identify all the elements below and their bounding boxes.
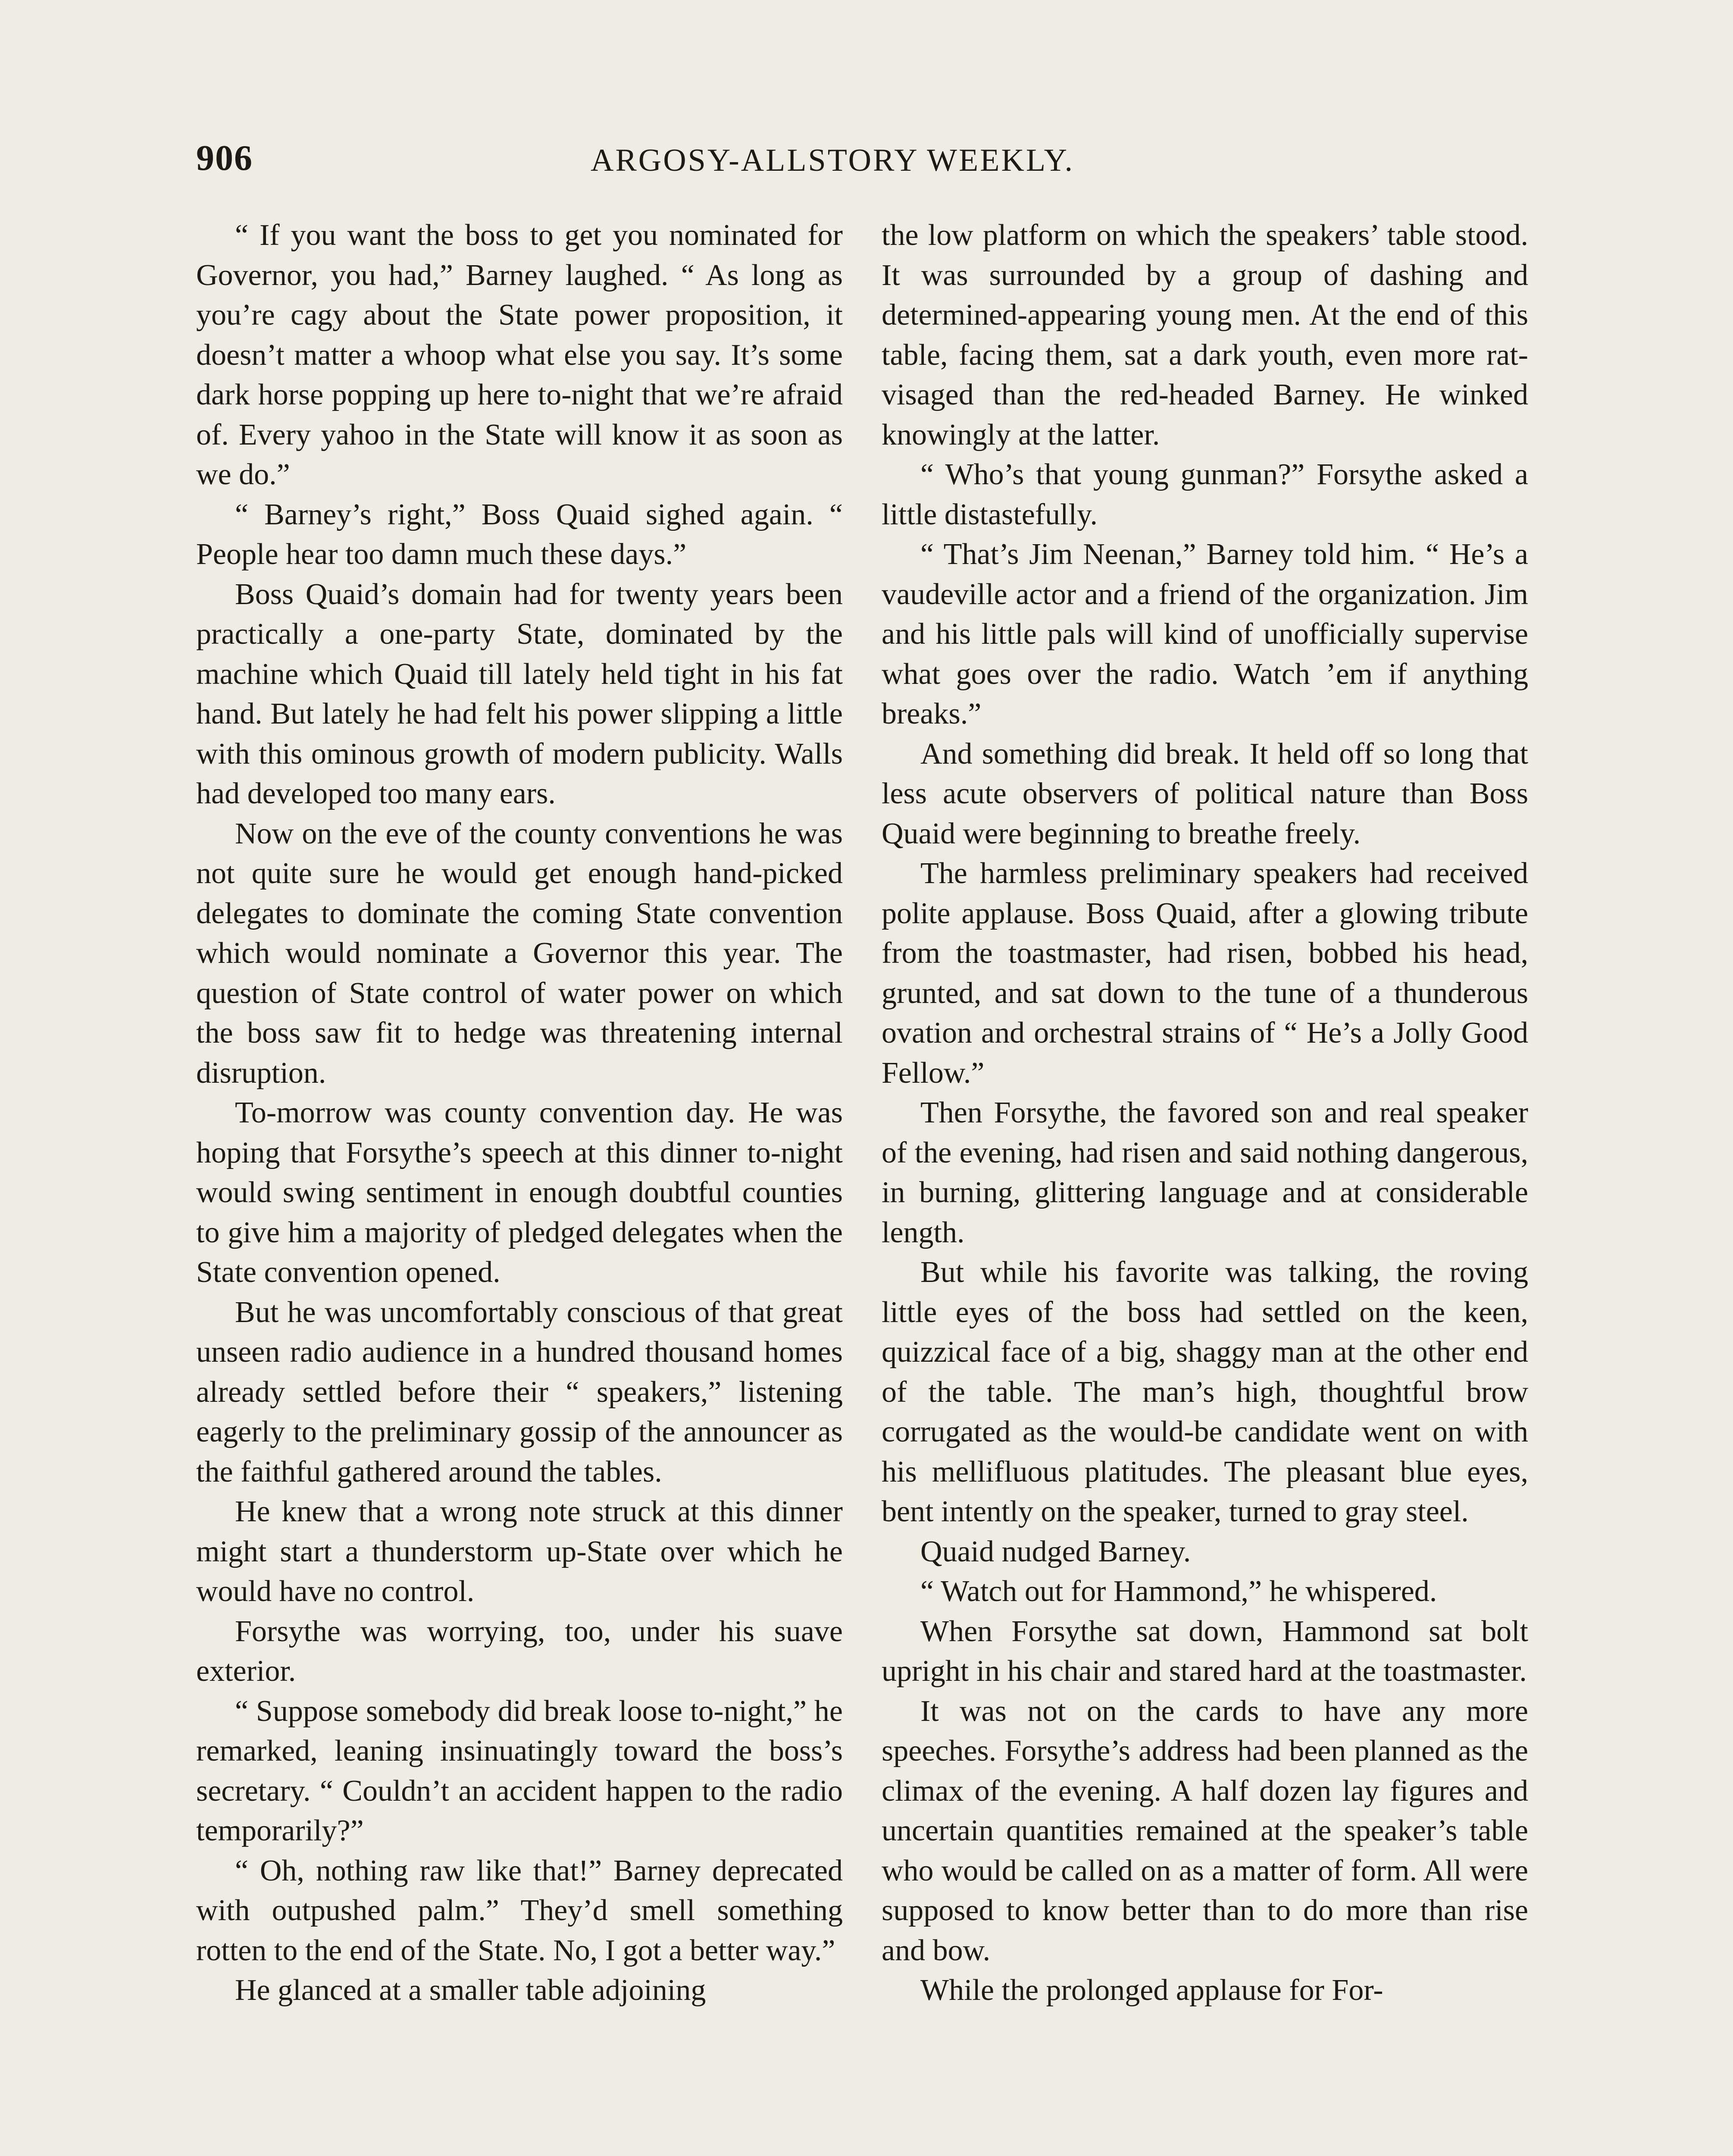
paragraph: “ Watch out for Hammond,” he whispered. — [920, 1575, 1437, 1608]
paragraph: Boss Quaid’s domain had for twenty years been practically a one-party State, dominated by the machine which Quaid till lately held tight in his fat hand. But lately he had felt his power slipping a little with this ominous growth of modern publicity. Walls had developed too many ears. — [196, 577, 843, 810]
paragraph: To-morrow was county convention day. He was hoping that Forsythe’s speech at this dinner to-night would swing sentiment in enough doubtful counties to give him a majority of pledged delegates when the State convention opened. — [196, 1096, 843, 1289]
paragraph: Now on the eve of the county conventions he was not quite sure he would get enough hand-picked delegates to dominate the coming State convention which would nominate a Governor this year. The question of State control of water power on which the boss saw fit to hedge was threatening internal disruption. — [196, 817, 843, 1090]
paragraph: But he was uncomfortably conscious of that great unseen radio audience in a hundred thousand homes already settled before their “ speakers,” listening eagerly to the preliminary gossip of the announcer as the faithful gathered around the tables. — [196, 1295, 843, 1489]
right-column — [882, 216, 1528, 2156]
paragraph: Quaid nudged Barney. — [920, 1535, 1191, 1568]
paragraph: “ Suppose somebody did break loose to-night,” he remarked, leaning insinuatingly toward the boss’s secretary. “ Couldn’t an accident happen to the radio temporarily?” — [196, 1694, 843, 1847]
paragraph: And something did break. It held off so long that less acute observers of political nature than Boss Quaid were beginning to breathe freely. — [882, 737, 1528, 850]
paragraph: He knew that a wrong note struck at this dinner might start a thunderstorm up-State over which he would have no control. — [196, 1495, 843, 1608]
paragraph: He glanced at a smaller table adjoining — [235, 1974, 706, 2007]
paragraph: It was not on the cards to have any more speeches. Forsythe’s address had been planned as the climax of the evening. A half dozen lay figures and uncertain quantities remained at the speaker’s table who would be called on as a matter of form. All were supposed to know better than to do more than rise and bow. — [882, 1694, 1528, 1967]
paragraph: “ Oh, nothing raw like that!” Barney deprecated with outpushed palm.” They’d smell something rotten to the end of the State. No, I got a better way.” — [196, 1854, 843, 1967]
paragraph: Forsythe was worrying, too, under his suave exterior. — [196, 1614, 843, 1688]
paragraph: But while his favorite was talking, the roving little eyes of the boss had settled on the keen, quizzical face of a big, shaggy man at the other end of the table. The man’s high, thoughtful brow corrugated as the would-be candidate went on with his mellifluous platitudes. The pleasant blue eyes, bent intently on the speaker, turned to gray steel. — [882, 1256, 1528, 1528]
paragraph: “ Who’s that young gunman?” Forsythe asked a little distastefully. — [882, 458, 1528, 531]
paragraph: “ Barney’s right,” Boss Quaid sighed again. “ People hear too damn much these days.” — [196, 498, 843, 571]
running-head: ARGOSY-ALLSTORY WEEKLY. — [591, 143, 1075, 178]
paragraph: “ If you want the boss to get you nominated for Governor, you had,” Barney laughed. “ As long as you’re cagy about the State power proposition, it doesn’t matter a whoop what else you say. It’s some dark horse popping up here to-night that we’re afraid of. Every yahoo in the State will know it as soon as we do.” — [196, 219, 843, 491]
paragraph: “ That’s Jim Neenan,” Barney told him. “ He’s a vaudeville actor and a friend of the organization. Jim and his little pals will kind of unofficially supervise what goes over the radio. Watch ’em if anything breaks.” — [882, 538, 1528, 730]
page-number: 906 — [196, 138, 253, 178]
left-column — [196, 216, 843, 2156]
paragraph: When Forsythe sat down, Hammond sat bolt upright in his chair and stared hard at the toastmaster. — [882, 1614, 1528, 1688]
paragraph: While the prolonged applause for For- — [920, 1974, 1383, 2007]
paragraph: Then Forsythe, the favored son and real speaker of the evening, had risen and said nothing dangerous, in burning, glittering language and at considerable length. — [882, 1096, 1528, 1249]
paragraph: The harmless preliminary speakers had received polite applause. Boss Quaid, after a glowing tribute from the toastmaster, had risen, bobbed his head, grunted, and sat down to the tune of a thunderous ovation and orchestral strains of “ He’s a Jolly Good Fellow.” — [882, 857, 1528, 1090]
paragraph: the low platform on which the speakers’ table stood. It was surrounded by a group of dashing and determined-appearing young men. At the end of this table, facing them, sat a dark youth, even more rat-visaged than the red-headed Barney. He winked knowingly at the latter. — [882, 219, 1528, 451]
